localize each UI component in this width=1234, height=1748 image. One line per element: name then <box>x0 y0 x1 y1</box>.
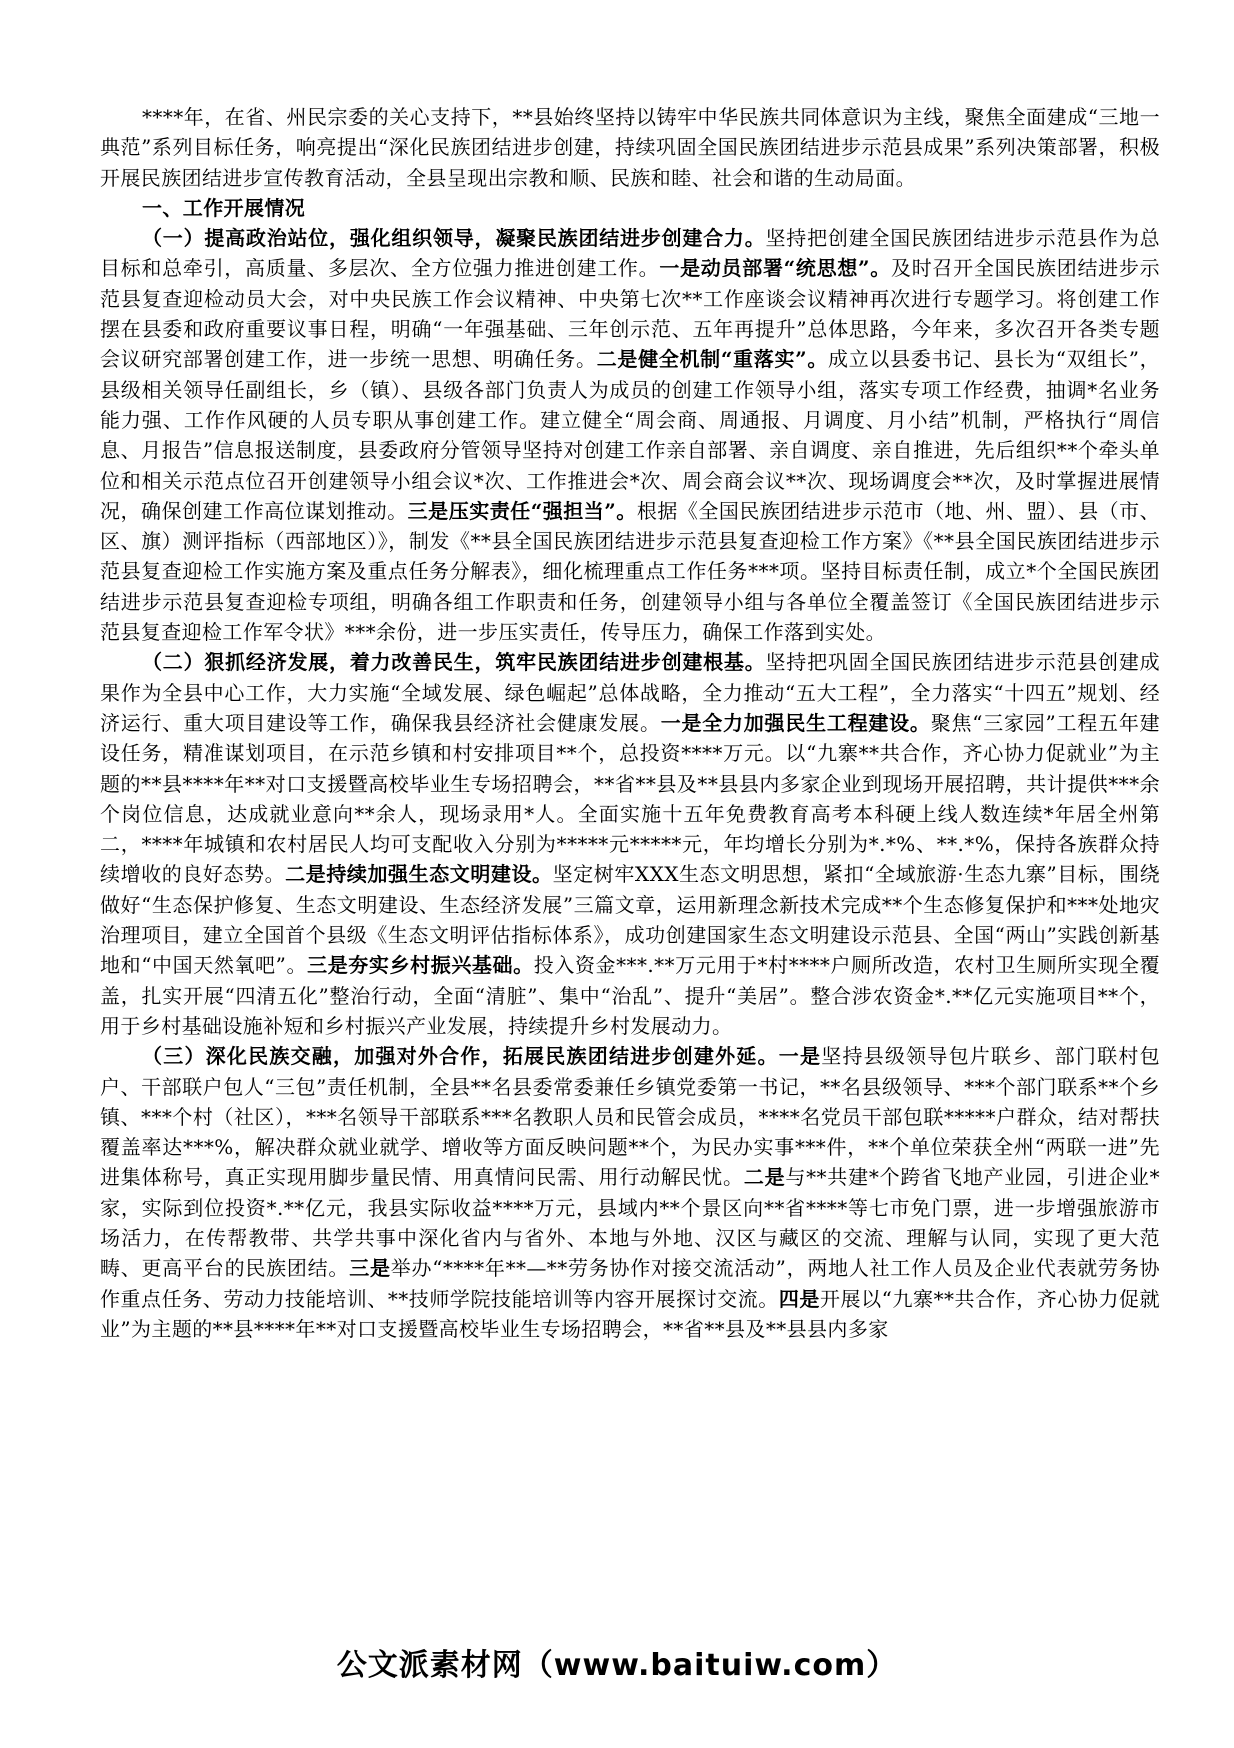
paragraph-2-lead: （二）狠抓经济发展，着力改善民生，筑牢民族团结进步创建根基。 <box>142 650 766 675</box>
paragraph-1-point-1: 一是动员部署“统思想”。 <box>659 256 891 281</box>
paragraph-1-point-2: 二是健全机制“重落实”。 <box>596 347 829 372</box>
paragraph-2-text-2: 聚焦“三家园”工程五年建设任务，精准谋划项目，在示范乡镇和村安排项目**个，总投资****万元。以“九寨**共合作，齐心协力促就业”为主题的**县****年**对口支援暨高校毕业生专场招聘会，**省**县及**县县内多家企业到现场开展招聘，共计提供***余个岗位信息，达成就业意向**余人，现场录用*人。全面实施十五年免费教育高考本科硬上线人数连续*年居全州第二，****年城镇和农村居民人均可支配收入分别为*****元*****元，年均增长分别为*.*%、**.*%，保持各族群众持续增收的良好态势。 <box>100 710 1160 887</box>
paragraph-1-text-2: 及时召开全国民族团结进步示范县复查迎检动员大会，对中央民族工作会议精神、中央第七次**工作座谈会议精神再次进行专题学习。将创建工作摆在县委和政府重要议事日程，明确“一年强基础、三年创示范、五年再提升”总体思路，今年来，多次召开各类专题会议研究部署创建工作，进一步统一思想、明确任务。 <box>100 256 1161 372</box>
paragraph-3-text-4: 开展以“九寨**共合作，齐心协力促就业”为主题的**县****年**对口支援暨高校毕业生专场招聘会，**省**县及**县县内多家 <box>100 1286 1160 1341</box>
paragraph-2-point-1: 一是全力加强民生工程建设。 <box>660 710 931 735</box>
paragraph-3-text-1: 坚持县级领导包片联乡、部门联村包户、干部联户包人“三包”责任机制，全县**名县委常委兼任乡镇党委第一书记，**名县级领导、***个部门联系**个乡镇、***个村（社区），***名领导干部联系***名教职人员和民管会成员，****名党员干部包联*****户群众，结对帮扶覆盖率达***%，解决群众就业就学、增收等方面反映问题**个，为民办实事***件，**个单位荣获全州“两联一进”先进集体称号，真正实现用脚步量民情、用真情问民需、用行动解民忧。 <box>100 1044 1160 1190</box>
paragraph-3-point-3: 三是 <box>349 1256 391 1281</box>
paragraph-3-lead: （三）深化民族交融，加强对外合作，拓展民族团结进步创建外延。 <box>142 1044 779 1069</box>
paragraph-2-text-1: 坚持把巩固全国民族团结进步示范县创建成果作为全县中心工作，大力实施“全域发展、绿色崛起”总体战略，全力推动“五大工程”，全力落实“十四五”规划、经济运行、重大项目建设等工作，确保我县经济社会健康发展。 <box>100 650 1160 735</box>
paragraph-3-point-1: 一是 <box>778 1044 822 1069</box>
paragraph-1-text-1: 坚持把创建全国民族团结进步示范县作为总目标和总牵引，高质量、多层次、全方位强力推进创建工作。 <box>100 226 1160 281</box>
paragraph-2 <box>100 647 1160 1041</box>
paragraph-1-text-3: 成立以县委书记、县长为“双组长”，县级相关领导任副组长，乡（镇）、县级各部门负责人为成员的创建工作领导小组，落实专项工作经费，抽调*名业务能力强、工作作风硬的人员专职从事创建工作。建立健全“周会商、周通报、月调度、月小结”机制，严格执行“周信息、月报告”信息报送制度，县委政府分管领导坚持对创建工作亲自部署、亲自调度、亲自推进，先后组织**个牵头单位和相关示范点位召开创建领导小组会议*次、工作推进会*次、周会商会议**次、现场调度会**次，及时掌握进展情况，确保创建工作高位谋划推动。 <box>100 347 1161 523</box>
paragraph-3-point-4: 四是 <box>778 1286 820 1311</box>
paragraph-1-lead: （一）提高政治站位，强化组织领导，凝聚民族团结进步创建合力。 <box>142 226 766 251</box>
paragraph-3-point-2: 二是 <box>743 1165 786 1190</box>
paragraph-2-point-2: 二是持续加强生态文明建设。 <box>285 862 553 887</box>
paragraph-2-text-4: 投入资金***.**万元用于*村****户厕所改造，农村卫生厕所实现全覆盖，扎实开展“四清五化”整治行动，全面“清脏”、集中“治乱”、提升“美居”。整合涉农资金*.**亿元实施项目**个，用于乡村基础设施补短和乡村振兴产业发展，持续提升乡村发展动力。 <box>100 953 1160 1038</box>
paragraph-3-text-3: 举办“****年**—**劳务协作对接交流活动”，两地人社工作人员及企业代表就劳务协作重点任务、劳动力技能培训、**技师学院技能培训等内容开展探讨交流。 <box>100 1256 1160 1311</box>
paragraph-2-text-3: 坚定树牢XXX生态文明思想，紧扣“全域旅游·生态九寨”目标，围绕做好“生态保护修复、生态文明建设、生态经济发展”三篇文章，运用新理念新技术完成**个生态修复保护和***处地灾治理项目，建立全国首个县级《生态文明评估指标体系》，成功创建国家生态文明建设示范县、全国“两山”实践创新基地和“中国天然氧吧”。 <box>100 862 1160 978</box>
intro-paragraph: ****年，在省、州民宗委的关心支持下，**县始终坚持以铸牢中华民族共同体意识为主线，聚焦全面建成“三地一典范”系列目标任务，响亮提出“深化民族团结进步创建，持续巩固全国民族团结进步示范县成果”系列决策部署，积极开展民族团结进步宣传教育活动，全县呈现出宗教和顺、民族和睦、社会和谐的生动局面。 <box>100 105 1160 190</box>
footer-watermark: 公文派素材网（www.baituiw.com） <box>336 1648 898 1683</box>
paragraph-1-point-3: 三是压实责任“强担当”。 <box>407 498 637 523</box>
paragraph-1-text-4: 根据《全国民族团结进步示范市（地、州、盟）、县（市、区、旗）测评指标（西部地区）》，制发《**县全国民族团结进步示范县复查迎检工作方案》《**县全国民族团结进步示范县复查迎检工作实施方案及重点任务分解表》，细化梳理重点工作任务***项。坚持目标责任制，成立*个全国民族团结进步示范县复查迎检专项组，明确各组工作职责和任务，创建领导小组与各单位全覆盖签订《全国民族团结进步示范县复查迎检工作军令状》***余份，进一步压实责任，传导压力，确保工作落到实处。 <box>100 498 1161 645</box>
paragraph-3 <box>100 1041 1160 1344</box>
document-body <box>100 102 1160 1344</box>
paragraph-3-text-2: 与**共建*个跨省飞地产业园，引进企业*家，实际到位投资*.**亿元，我县实际收益****万元，县域内**个景区向**省****等七市免门票，进一步增强旅游市场活力，在传帮教带、共学共事中深化省内与省外、本地与外地、汉区与藏区的交流、理解与认同，实现了更大范畴、更高平台的民族团结。 <box>100 1165 1161 1281</box>
paragraph-2-point-3: 三是夯实乡村振兴基础。 <box>307 953 534 978</box>
section-heading: 一、工作开展情况 <box>142 195 306 220</box>
paragraph-1 <box>100 223 1160 647</box>
